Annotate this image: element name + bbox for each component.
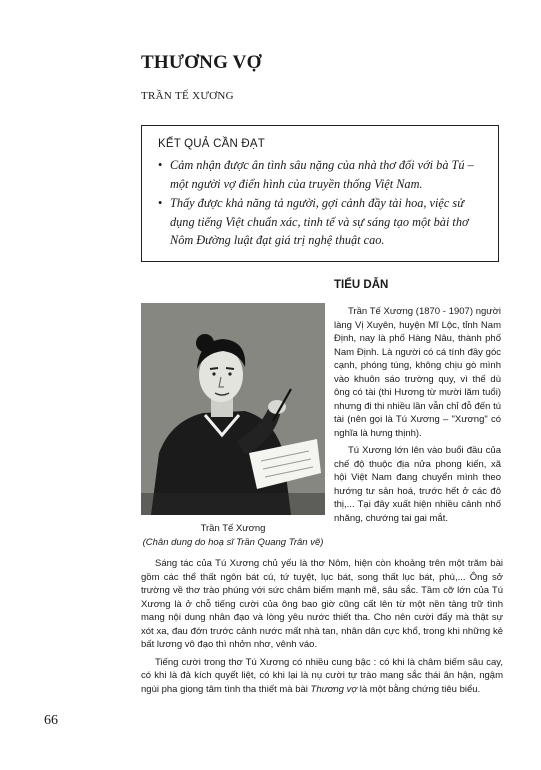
intro-column-text (334, 305, 501, 529)
caption-subtitle: (Chân dung do hoạ sĩ Trần Quang Trân vẽ) (142, 537, 324, 548)
outcomes-heading: KẾT QUẢ CẦN ĐẠT (158, 138, 265, 150)
intro-paragraph: Trần Tế Xương (1870 - 1907) người làng Vị Xuyên, huyện Mĩ Lộc, tỉnh Nam Định, nay là phố Hàng Nâu, thành phố Nam Định. Là người có cá tính đầy góc cạnh, phóng túng, không chịu gò mình vào khuôn sáo trường quy, vì thế dù ông có tài (thi Hương từ mười lăm tuổi) nhưng đi thi nhiều lần vẫn chỉ đỗ đến tú tài (nên gọi là Tú Xương – "Xương" có nghĩa là hưng thịnh). (334, 306, 501, 439)
bullet-icon: • (158, 158, 163, 172)
paragraph-text: Tiếng cười trong thơ Tú Xương có nhiều cung bậc : có khi là châm biếm sâu cay, có khi là đả kích quyết liệt, có khi lại là nụ cười tự trào mang sắc thái ân hận, ngậm ngùi pha giọng tâm tình tha thiết mà bài (141, 656, 503, 695)
intro-paragraph-last (141, 656, 503, 697)
outcome-item (158, 156, 488, 193)
learning-outcomes-box (141, 125, 499, 262)
section-heading-intro: TIỂU DẪN (334, 279, 389, 291)
outcome-text: Thấy được khả năng tả người, gợi cảnh đầy tài hoa, việc sử dụng tiếng Việt chuẩn xác, tinh tế và sự sáng tạo một bài thơ Nôm Đường luật đạt giá trị nghệ thuật cao. (170, 196, 469, 247)
bullet-icon: • (158, 196, 163, 210)
poem-title-reference: Thương vợ (310, 683, 358, 695)
outcome-text: Cảm nhận được ân tình sâu nặng của nhà thơ đối với bà Tú – một người vợ điển hình của truyền thống Việt Nam. (170, 158, 474, 191)
portrait-image (141, 303, 325, 515)
outcomes-list (158, 156, 488, 250)
caption-title: Trần Tế Xương (200, 523, 266, 534)
portrait-drawing (141, 303, 325, 515)
intro-paragraph: Tú Xương lớn lên vào buổi đầu của chế độ thuộc địa nửa phong kiến, xã hội Việt Nam đang chuyển mình theo hướng tư sản hoá, trước hết ở các đô thị,... Tại đây xuất hiện nhiều cảnh nhố nhăng, chướng tai gai mắt. (334, 445, 501, 524)
paragraph-text: là một bằng chứng tiêu biểu. (357, 683, 481, 695)
intro-paragraph: Sáng tác của Tú Xương chủ yếu là thơ Nôm, hiện còn khoảng trên một trăm bài gồm các thể thất ngôn bát cú, tứ tuyệt, lục bát, song thất lục bát, phú,... Ông sở trường về thơ trào phúng với sức châm biếm mạnh mẽ, sâu sắc. Tầm cỡ lớn của Tú Xương là ở chỗ tiếng cười của ông bao giờ cũng cất lên từ một nền tảng trữ tình mang nội dung nhân đạo và lòng yêu nước thiết tha. Cho nên cười đấy mà thật sự xót xa, đau đớn trước cảnh nước mất nhà tan, nhân dân cực khổ, trong khi những kẻ bất lương vô đạo thì nhởn nhơ, vênh váo. (141, 558, 503, 650)
page-title: THƯƠNG VỢ (141, 52, 262, 73)
author-name: TRẦN TẾ XƯƠNG (141, 90, 234, 102)
intro-full-width-text (141, 557, 503, 700)
page-number: 66 (44, 713, 58, 728)
outcome-item (158, 194, 488, 250)
portrait-caption (141, 522, 325, 550)
